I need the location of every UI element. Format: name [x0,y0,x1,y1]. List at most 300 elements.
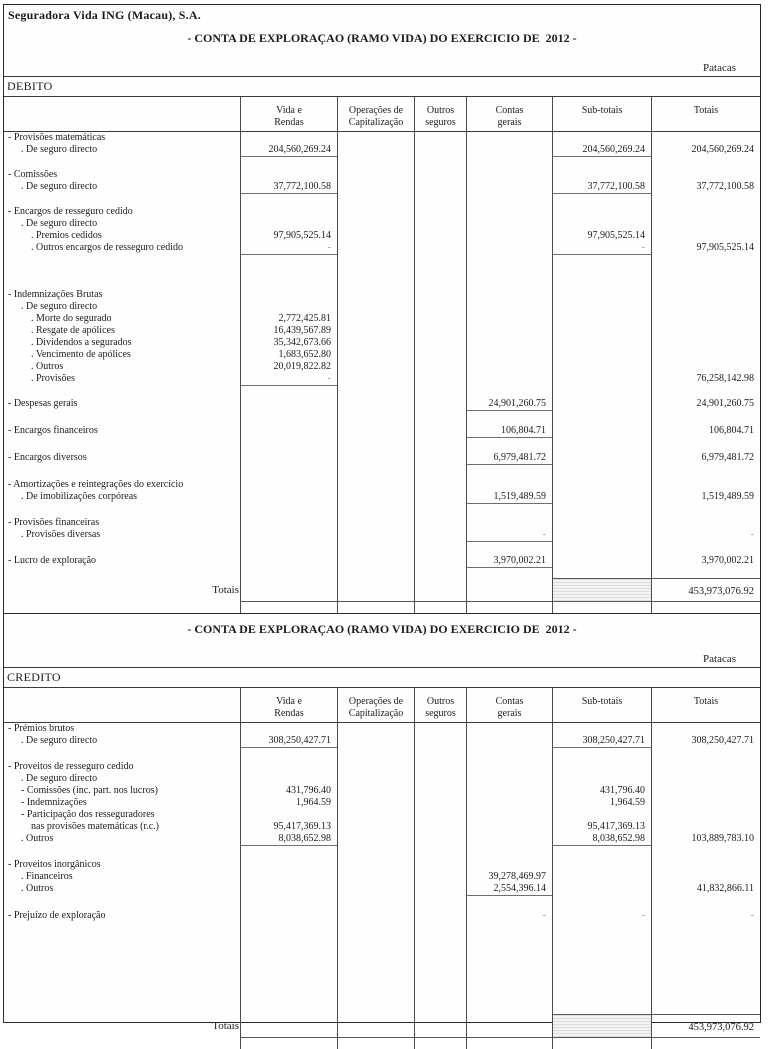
cell-vida-e-rendas: 204,560,269.24 [240,144,337,157]
totals-label: Totais [212,1020,239,1032]
cell-vida-e-rendas [240,479,337,491]
cell-outros-seguros [414,735,466,748]
cell-operacoes-capitalizacao [337,491,414,504]
cell-outros-seguros [414,748,466,761]
cell-vida-e-rendas [240,529,337,542]
cell-sub-totais [552,859,651,871]
cell-vida-e-rendas [240,748,337,761]
cell-operacoes-capitalizacao [337,144,414,157]
cell-outros-seguros [414,761,466,773]
cell-sub-totais [552,896,651,910]
cell-sub-totais: 431,796.40 [552,785,651,797]
cell-contas-gerais [466,821,552,833]
cell-outros-seguros [414,910,466,922]
credit-statement-title: - CONTA DE EXPLORAÇAO (RAMO VIDA) DO EXERCICIO DE 2012 - [187,622,577,636]
cell-sub-totais [552,313,651,325]
cell-outros-seguros [414,361,466,373]
spacer-row [4,255,760,289]
row-label: . Financeiros [21,871,73,882]
spacer-row [4,194,760,206]
cell-outros-seguros [414,491,466,504]
cell-sub-totais [552,337,651,349]
cell-vida-e-rendas: 308,250,427.71 [240,735,337,748]
cell-operacoes-capitalizacao [337,871,414,883]
cell-contas-gerais [466,361,552,373]
cell-vida-e-rendas: 1,964.59 [240,797,337,809]
cell-sub-totais: 8,038,652.98 [552,833,651,846]
cell-sub-totais: 37,772,100.58 [552,181,651,194]
row-label: - Encargos financeiros [8,425,98,436]
cell-outros-seguros [414,218,466,230]
cell-sub-totais [552,555,651,568]
spacer-row [4,438,760,452]
cell-outros-seguros [414,169,466,181]
cell-operacoes-capitalizacao [337,735,414,748]
cell-vida-e-rendas: 95,417,369.13 [240,821,337,833]
row-label [4,386,240,398]
row-label: . De seguro directo [21,181,98,192]
cell-operacoes-capitalizacao [337,504,414,517]
row-label: . De seguro directo [21,773,98,784]
cell-sub-totais [552,748,651,761]
cell-operacoes-capitalizacao [337,157,414,169]
cell-sub-totais: 1,964.59 [552,797,651,809]
cell-outros-seguros [414,896,466,910]
cell-contas-gerais [466,194,552,206]
cell-vida-e-rendas [240,425,337,438]
table-row [4,301,760,313]
cell-outros-seguros [414,479,466,491]
row-label [4,896,240,910]
cell-totais: - [651,910,760,922]
cell-totais [651,542,760,555]
cell-totais [651,1038,760,1049]
cell-vida-e-rendas [240,542,337,555]
row-label: . De seguro directo [21,301,98,312]
column-header-operacoes-capitalizacao: Operações de Capitalização [337,688,414,722]
cell-totais [651,157,760,169]
cell-contas-gerais [466,504,552,517]
debit-section [4,31,760,614]
cell-totais [651,361,760,373]
corner-cell [4,97,240,131]
cell-vida-e-rendas [240,578,337,602]
cell-vida-e-rendas [240,157,337,169]
cell-operacoes-capitalizacao [337,452,414,465]
cell-totais: 41,832,866.11 [651,883,760,896]
cell-contas-gerais [466,479,552,491]
cell-operacoes-capitalizacao [337,194,414,206]
debit-table [4,97,760,613]
row-label: . Outros [21,883,54,894]
cell-sub-totais [552,761,651,773]
row-label [4,465,240,479]
totals-row [4,1014,760,1038]
cell-sub-totais [552,846,651,859]
cell-totais [651,218,760,230]
row-label: . Premios cedidos [31,230,102,241]
row-label: . Outros encargos de resseguro cedido [31,242,183,253]
cell-totais: 106,804.71 [651,425,760,438]
cell-totais [651,230,760,242]
row-label: . De imobilizações corpóreas [21,491,138,502]
cell-sub-totais: - [552,910,651,922]
row-label [4,602,240,613]
cell-outros-seguros [414,883,466,896]
cell-totais: 24,901,260.75 [651,398,760,411]
cell-totais [651,313,760,325]
cell-contas-gerais [466,337,552,349]
cell-outros-seguros [414,398,466,411]
cell-outros-seguros [414,859,466,871]
cell-contas-gerais [466,723,552,735]
cell-operacoes-capitalizacao [337,301,414,313]
cell-operacoes-capitalizacao [337,517,414,529]
cell-vida-e-rendas [240,896,337,910]
credit-section [4,622,760,1049]
cell-operacoes-capitalizacao [337,529,414,542]
cell-sub-totais [552,255,651,289]
cell-contas-gerais [466,578,552,602]
cell-totais [651,301,760,313]
column-header-row [4,688,760,723]
cell-outros-seguros [414,465,466,479]
cell-sub-totais [552,452,651,465]
cell-outros-seguros [414,411,466,425]
row-label: . Vencimento de apólices [31,349,131,360]
cell-vida-e-rendas: 35,342,673.66 [240,337,337,349]
spacer-row [4,157,760,169]
cell-totais [651,206,760,218]
cell-totais [651,337,760,349]
cell-sub-totais: 97,905,525.14 [552,230,651,242]
row-label: - Comissões (inc. part. nos lucros) [21,785,158,796]
cell-contas-gerais [466,301,552,313]
cell-outros-seguros [414,773,466,785]
cell-sub-totais [552,218,651,230]
spacer-row [4,504,760,517]
cell-vida-e-rendas [240,289,337,301]
column-header-sub-totais: Sub-totais [552,97,651,131]
row-label [4,255,240,289]
debit-currency-label: Patacas [703,62,736,74]
row-label: - Indemnizações Brutas [8,289,103,300]
cell-outros-seguros [414,922,466,1014]
cell-operacoes-capitalizacao [337,411,414,425]
cell-vida-e-rendas [240,773,337,785]
table-row [4,325,760,337]
table-row [4,491,760,504]
cell-contas-gerais [466,289,552,301]
cell-sub-totais [552,361,651,373]
table-tail-row [4,1038,760,1049]
row-label: . Morte do segurado [31,313,112,324]
column-header-outros-seguros: Outros seguros [414,688,466,722]
cell-sub-totais [552,206,651,218]
column-header-contas-gerais: Contas gerais [466,688,552,722]
cell-totais [651,465,760,479]
spacer-row [4,386,760,398]
cell-vida-e-rendas [240,761,337,773]
cell-outros-seguros [414,301,466,313]
cell-sub-totais [552,194,651,206]
table-row [4,132,760,144]
cell-outros-seguros [414,871,466,883]
cell-vida-e-rendas [240,1014,337,1038]
cell-operacoes-capitalizacao [337,809,414,821]
cell-operacoes-capitalizacao [337,602,414,613]
row-label: - Provisões matemáticas [8,132,106,143]
cell-sub-totais [552,773,651,785]
cell-totais [651,761,760,773]
table-row [4,349,760,361]
table-row [4,859,760,871]
row-label: - Encargos diversos [8,452,87,463]
cell-contas-gerais [466,1038,552,1049]
cell-totais [651,169,760,181]
table-row [4,242,760,255]
cell-outros-seguros [414,504,466,517]
cell-totais [651,785,760,797]
cell-contas-gerais [466,846,552,859]
cell-totais [651,773,760,785]
cell-sub-totais [552,504,651,517]
table-row [4,452,760,465]
cell-operacoes-capitalizacao [337,313,414,325]
corner-cell [4,688,240,722]
table-row [4,773,760,785]
cell-vida-e-rendas [240,555,337,568]
cell-totais: 6,979,481.72 [651,452,760,465]
cell-totais [651,871,760,883]
cell-contas-gerais [466,797,552,809]
cell-totais [651,132,760,144]
cell-contas-gerais: - [466,910,552,922]
cell-totais [651,568,760,578]
cell-contas-gerais [466,181,552,194]
cell-sub-totais [552,157,651,169]
cell-operacoes-capitalizacao [337,910,414,922]
cell-vida-e-rendas [240,846,337,859]
cell-sub-totais [552,1038,651,1049]
column-header-vida-e-rendas: Vida e Rendas [240,688,337,722]
table-tail-row [4,602,760,613]
table-row [4,821,760,833]
cell-operacoes-capitalizacao [337,218,414,230]
cell-outros-seguros [414,846,466,859]
cell-vida-e-rendas: 16,439,567.89 [240,325,337,337]
row-label [4,438,240,452]
cell-operacoes-capitalizacao [337,438,414,452]
row-label: nas provisões matemáticas (r.c.) [31,821,160,832]
cell-totais [651,386,760,398]
cell-vida-e-rendas [240,517,337,529]
row-label: - Comissões [8,169,58,180]
cell-contas-gerais [466,386,552,398]
cell-outros-seguros [414,821,466,833]
cell-totais [651,723,760,735]
cell-outros-seguros [414,157,466,169]
cell-contas-gerais [466,1014,552,1038]
cell-totais [651,748,760,761]
cell-sub-totais [552,411,651,425]
cell-contas-gerais [466,313,552,325]
cell-outros-seguros [414,425,466,438]
table-row [4,910,760,922]
spacer-row [4,922,760,1014]
cell-operacoes-capitalizacao [337,289,414,301]
cell-outros-seguros [414,723,466,735]
row-label: . De seguro directo [21,218,98,229]
cell-totais: 103,889,783.10 [651,833,760,846]
cell-sub-totais [552,723,651,735]
table-row [4,373,760,386]
cell-operacoes-capitalizacao [337,206,414,218]
cell-operacoes-capitalizacao [337,373,414,386]
cell-vida-e-rendas [240,491,337,504]
table-row [4,206,760,218]
cell-totais [651,809,760,821]
cell-contas-gerais [466,542,552,555]
cell-operacoes-capitalizacao [337,833,414,846]
cell-operacoes-capitalizacao [337,773,414,785]
cell-vida-e-rendas [240,132,337,144]
column-header-totais: Totais [651,688,760,722]
cell-vida-e-rendas: 1,683,652.80 [240,349,337,361]
cell-contas-gerais: 24,901,260.75 [466,398,552,411]
cell-totais [651,602,760,613]
column-header-totais: Totais [651,97,760,131]
row-label: - Proveitos inorgânicos [8,859,101,870]
cell-totais: 3,970,002.21 [651,555,760,568]
cell-contas-gerais [466,157,552,169]
cell-totais: 308,250,427.71 [651,735,760,748]
row-label: . Resgate de apólices [31,325,115,336]
cell-totais [651,194,760,206]
table-row [4,218,760,230]
table-row [4,517,760,529]
table-row [4,797,760,809]
cell-sub-totais: 95,417,369.13 [552,821,651,833]
cell-operacoes-capitalizacao [337,337,414,349]
credit-section-label: CREDITO [4,668,760,688]
cell-outros-seguros [414,578,466,602]
row-label: . De seguro directo [21,144,98,155]
row-label: - Indemnizações [21,797,87,808]
cell-totais [651,896,760,910]
column-header-contas-gerais: Contas gerais [466,97,552,131]
cell-vida-e-rendas [240,386,337,398]
cell-totais: 97,905,525.14 [651,242,760,255]
row-label: - Despesas gerais [8,398,78,409]
row-label [4,922,240,1014]
cell-vida-e-rendas [240,809,337,821]
cell-totais [651,797,760,809]
document-page [3,4,761,1033]
cell-contas-gerais: 3,970,002.21 [466,555,552,568]
cell-contas-gerais: - [466,529,552,542]
cell-vida-e-rendas [240,602,337,613]
cell-totais [651,411,760,425]
cell-contas-gerais [466,568,552,578]
totals-value: 453,973,076.92 [651,1014,760,1038]
cell-outros-seguros [414,325,466,337]
cell-operacoes-capitalizacao [337,883,414,896]
cell-contas-gerais [466,896,552,910]
table-row [4,833,760,846]
cell-vida-e-rendas [240,859,337,871]
cell-contas-gerais [466,373,552,386]
cell-contas-gerais [466,230,552,242]
cell-sub-totais [552,871,651,883]
row-label [4,411,240,425]
cell-sub-totais [552,325,651,337]
cell-vida-e-rendas: - [240,373,337,386]
row-label [4,568,240,578]
cell-vida-e-rendas [240,301,337,313]
cell-outros-seguros [414,289,466,301]
credit-table [4,688,760,1049]
cell-vida-e-rendas: 8,038,652.98 [240,833,337,846]
row-label: . De seguro directo [21,735,98,746]
cell-operacoes-capitalizacao [337,568,414,578]
table-row [4,529,760,542]
row-label: . Outros [31,361,64,372]
cell-outros-seguros [414,602,466,613]
cell-totais [651,349,760,361]
cell-vida-e-rendas [240,910,337,922]
cell-contas-gerais [466,773,552,785]
debit-section-label: DEBITO [4,77,760,97]
cell-outros-seguros [414,181,466,194]
cell-sub-totais [552,301,651,313]
cell-outros-seguros [414,809,466,821]
cell-contas-gerais [466,144,552,157]
cell-vida-e-rendas: 97,905,525.14 [240,230,337,242]
cell-contas-gerais [466,206,552,218]
table-row [4,181,760,194]
row-label: - Encargos de resseguro cedido [8,206,133,217]
cell-outros-seguros [414,132,466,144]
cell-totais [651,438,760,452]
cell-outros-seguros [414,349,466,361]
cell-sub-totais [552,602,651,613]
table-row [4,883,760,896]
cell-sub-totais [552,568,651,578]
cell-totais [651,479,760,491]
cell-contas-gerais [466,411,552,425]
cell-vida-e-rendas [240,465,337,479]
spacer-row [4,846,760,859]
credit-currency-label: Patacas [703,653,736,665]
cell-vida-e-rendas [240,411,337,425]
table-row [4,313,760,325]
cell-sub-totais [552,809,651,821]
cell-totais [651,325,760,337]
cell-outros-seguros [414,452,466,465]
cell-vida-e-rendas: 37,772,100.58 [240,181,337,194]
cell-vida-e-rendas [240,206,337,218]
table-row [4,361,760,373]
spacer-row [4,411,760,425]
table-row [4,555,760,568]
cell-totais: 1,519,489.59 [651,491,760,504]
cell-outros-seguros [414,313,466,325]
cell-sub-totais [552,373,651,386]
cell-vida-e-rendas: - [240,242,337,255]
table-row [4,289,760,301]
cell-vida-e-rendas [240,218,337,230]
